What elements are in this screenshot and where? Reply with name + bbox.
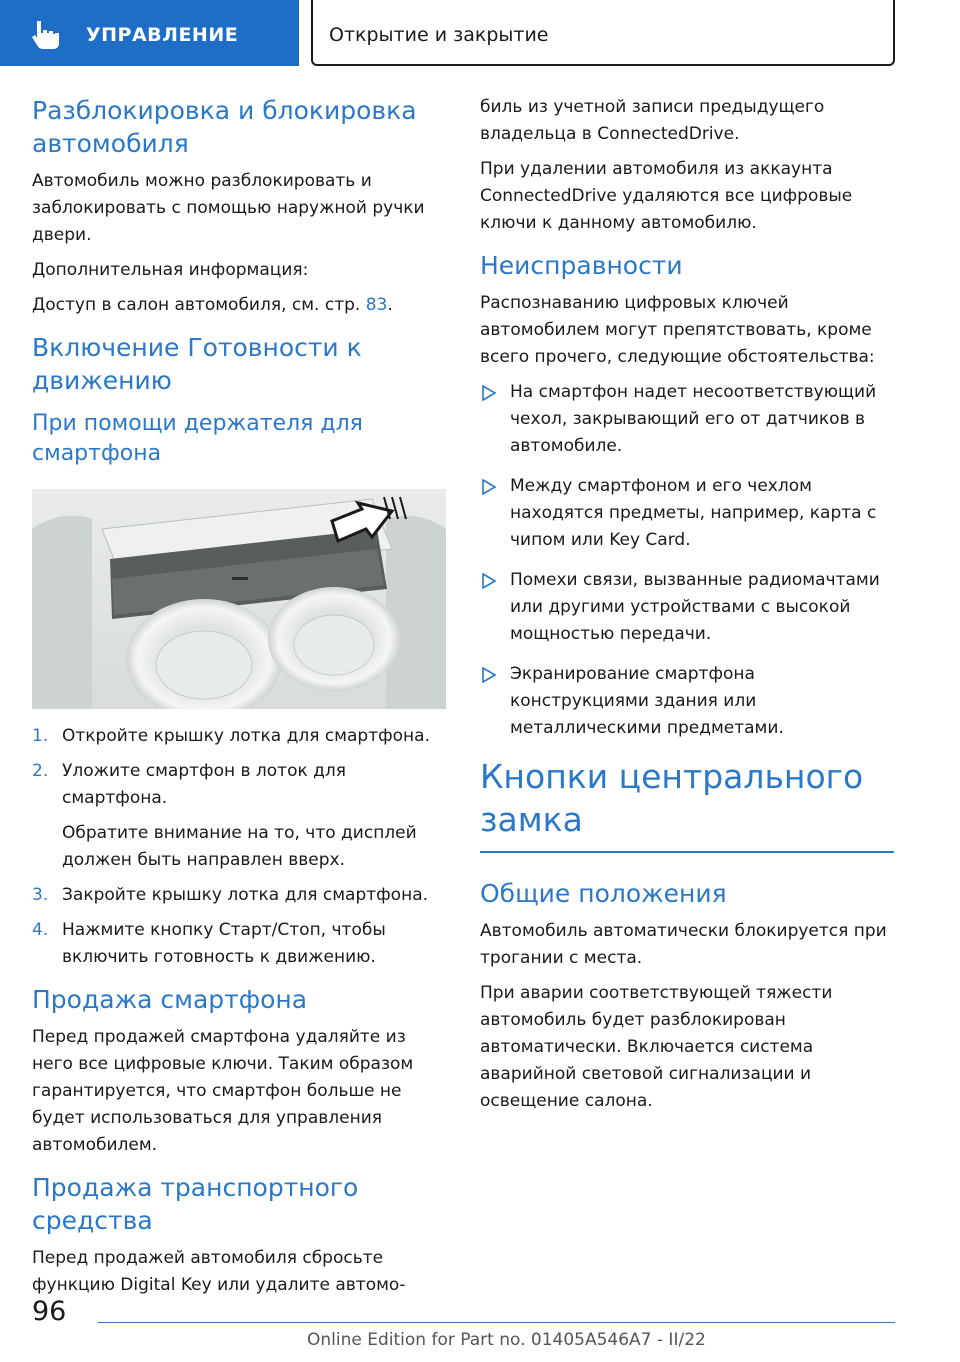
left-column (32, 94, 446, 1307)
list-item (480, 661, 894, 742)
heading-sell-phone: Продажа смартфона (32, 985, 308, 1014)
faults-list (480, 379, 894, 742)
triangle-bullet-icon (482, 385, 496, 401)
heading-sell-car: Продажа транспортного средства (32, 1173, 359, 1235)
step-note (32, 820, 446, 874)
paragraph-continuation: биль из учетной записи предыдущего владельца в ConnectedDrive. (480, 97, 825, 144)
section-divider (480, 851, 894, 853)
list-item-text: Экранирование смартфона конструкциями здания или металлическими предметами. (510, 664, 784, 738)
step-text: Уложите смартфон в лоток для смартфона. (62, 761, 347, 808)
triangle-bullet-icon (482, 479, 496, 495)
list-item (480, 473, 894, 554)
list-item-text: Между смартфоном и его чехлом находятся предметы, например, карта с чипом или Key Card. (510, 476, 877, 550)
list-item (480, 379, 894, 460)
paragraph-faults: Распознаванию цифровых ключей автомобилем могут препятствовать, кроме всего прочего, следующие обстоятельства: (480, 293, 875, 367)
access-end: . (387, 295, 393, 315)
footer-divider (98, 1322, 895, 1323)
step-number: 4. (32, 920, 49, 940)
step-item (32, 882, 446, 909)
list-item-text: На смартфон надет несоответствующий чехол, закрывающий его от датчиков в автомобиле. (510, 382, 877, 456)
heading-faults: Неисправности (480, 251, 683, 280)
heading-holder: При помощи держателя для смартфона (32, 411, 363, 466)
heading-unlock: Разблокировка и блокировка автомобиля (32, 96, 417, 158)
chapter-title: Открытие и закрытие (329, 24, 549, 46)
step-number: 1. (32, 726, 49, 746)
step-text: Откройте крышку лотка для смартфона. (62, 726, 430, 746)
page-header (0, 0, 960, 66)
footer-edition: Online Edition for Part no. 01405A546A7 - II/22 (307, 1330, 706, 1350)
section-tab (0, 0, 299, 66)
paragraph-sell-phone: Перед продажей смартфона удаляйте из него все цифровые ключи. Таким образом гарантируется, что смартфон больше не будет использоваться для управления автомобилем. (32, 1027, 414, 1155)
paragraph-crash: При аварии соответствующей тяжести автомобиль будет разблокирован автоматически. Включается система аварийной световой сигнализации и освещение салона. (480, 983, 833, 1111)
step-item (32, 723, 446, 750)
list-item (480, 567, 894, 648)
page-number: 96 (32, 1296, 67, 1327)
step-item (32, 917, 446, 971)
step-number: 3. (32, 885, 49, 905)
paragraph-access (32, 292, 446, 319)
step-number: 2. (32, 761, 49, 781)
triangle-bullet-icon (482, 667, 496, 683)
heading-general: Общие положения (480, 879, 727, 908)
hand-pointer-icon (28, 18, 68, 52)
step-text: Нажмите кнопку Старт/Стоп, чтобы включить готовность к движению. (62, 920, 386, 967)
list-item-text: Помехи связи, вызванные радиомачтами или другими устройствами с высокой мощностью передачи. (510, 570, 880, 644)
step-item (32, 758, 446, 812)
paragraph-unlock: Автомобиль можно разблокировать и заблокировать с помощью наружной ручки двери. (32, 171, 425, 245)
triangle-bullet-icon (482, 573, 496, 589)
phone-tray-photo (32, 489, 446, 709)
step-text: Закройте крышку лотка для смартфона. (62, 885, 429, 905)
paragraph-sell-car: Перед продажей автомобиля сбросьте функцию Digital Key или удалите автомо- (32, 1248, 406, 1295)
heading-ready: Включение Готовности к движению (32, 333, 362, 395)
paragraph-more-info: Дополнительная информация: (32, 260, 309, 280)
section-title: УПРАВЛЕНИЕ (86, 24, 239, 46)
right-column (480, 94, 894, 1123)
chapter-box (311, 0, 895, 66)
steps-list (32, 723, 446, 971)
paragraph-general: Автомобиль автоматически блокируется при трогании с места. (480, 921, 887, 968)
paragraph-remove: При удалении автомобиля из аккаунта ConnectedDrive удаляются все цифровые ключи к данному автомобилю. (480, 159, 853, 233)
step-text: Обратите внимание на то, что дисплей должен быть направлен вверх. (62, 823, 417, 870)
page-link-83[interactable]: 83 (365, 295, 388, 315)
heading-lock-buttons: Кнопки центрального замка (480, 757, 864, 839)
access-text: Доступ в салон автомобиля, см. стр. (32, 295, 366, 315)
